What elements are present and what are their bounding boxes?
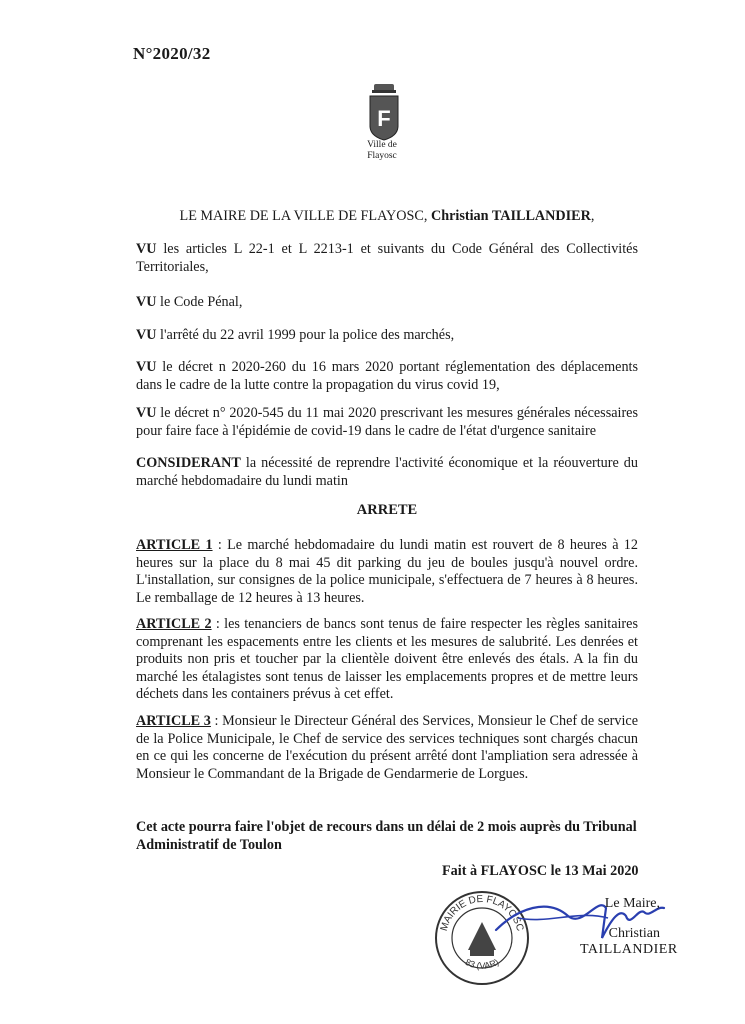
article-3: ARTICLE 3 : Monsieur le Directeur Général des Services, Monsieur le Chef de service de la Police Municipale, le Chef de service des services techniques sont chargés chacun en ce qui les concerne de l'exécution du présent arrêté dont l'ampliation sera adressée à Monsieur le Commandant de la Brigade de Gendarmerie de Lorgues. <box>136 713 638 782</box>
vu-paragraph: VU l'arrêté du 22 avril 1999 pour la police des marchés, <box>136 327 455 343</box>
svg-text:F: F <box>377 106 391 131</box>
logo-caption: Ville de Flayosc <box>367 140 397 161</box>
considerant-paragraph: CONSIDERANT la nécessité de reprendre l'activité économique et la réouverture du marché hebdomadaire du lundi matin <box>136 455 638 489</box>
signatory-title: Le Maire, <box>604 896 660 911</box>
svg-text:83 (VAR): 83 (VAR) <box>463 956 501 971</box>
arrete-title: ARRETE <box>356 502 418 518</box>
decree-number: N°2020/32 <box>133 44 211 63</box>
vu-paragraph: VU le Code Pénal, <box>136 294 243 310</box>
signatory-last-name: TAILLANDIER <box>580 942 678 957</box>
article-2: ARTICLE 2 : les tenanciers de bancs sont tenus de faire respecter les règles sanitaires comprenant les espacements entre les clients et les mesures de salubrité. Les denrées et produits non pris et toucher par la clientèle doivent être enlevés des étals. A la fin du marché les étalagistes sont tenus de laisser les emplacements propres et de mettre leurs déchets dans les containers prévus à cet effet. <box>136 616 638 702</box>
signatory-first-name: Christian <box>608 926 660 941</box>
mayor-header: LE MAIRE DE LA VILLE DE FLAYOSC, Christian TAILLANDIER, <box>179 208 595 224</box>
vu-paragraph: VU le décret n 2020-260 du 16 mars 2020 portant réglementation des déplacements dans le cadre de la lutte contre la propagation du virus covid 19, <box>136 359 638 393</box>
vu-paragraph: VU le décret n° 2020-545 du 11 mai 2020 prescrivant les mesures générales nécessaires pour faire face à l'épidémie de covid-19 dans le cadre de l'état d'urgence sanitaire <box>136 405 638 439</box>
svg-text:MAIRIE DE FLAYOSC: MAIRIE DE FLAYOSC <box>438 893 526 933</box>
appeal-notice: Cet acte pourra faire l'objet de recours dans un délai de 2 mois auprès du Tribunal Administratif de Toulon <box>136 819 637 853</box>
article-1: ARTICLE 1 : Le marché hebdomadaire du lundi matin est rouvert de 8 heures à 12 heures sur la place du 8 mai 45 dit parking du jeu de boules jusqu'à nouvel ordre. L'installation, sur consignes de la police municipale, s'effectuera de 7 heures à 8 heures. Le remballage de 12 heures à 13 heures. <box>136 537 638 606</box>
issued-place-date: Fait à FLAYOSC le 13 Mai 2020 <box>442 863 639 879</box>
vu-paragraph: VU les articles L 22-1 et L 2213-1 et suivants du Code Général des Collectivités Territoriales, <box>136 241 638 275</box>
